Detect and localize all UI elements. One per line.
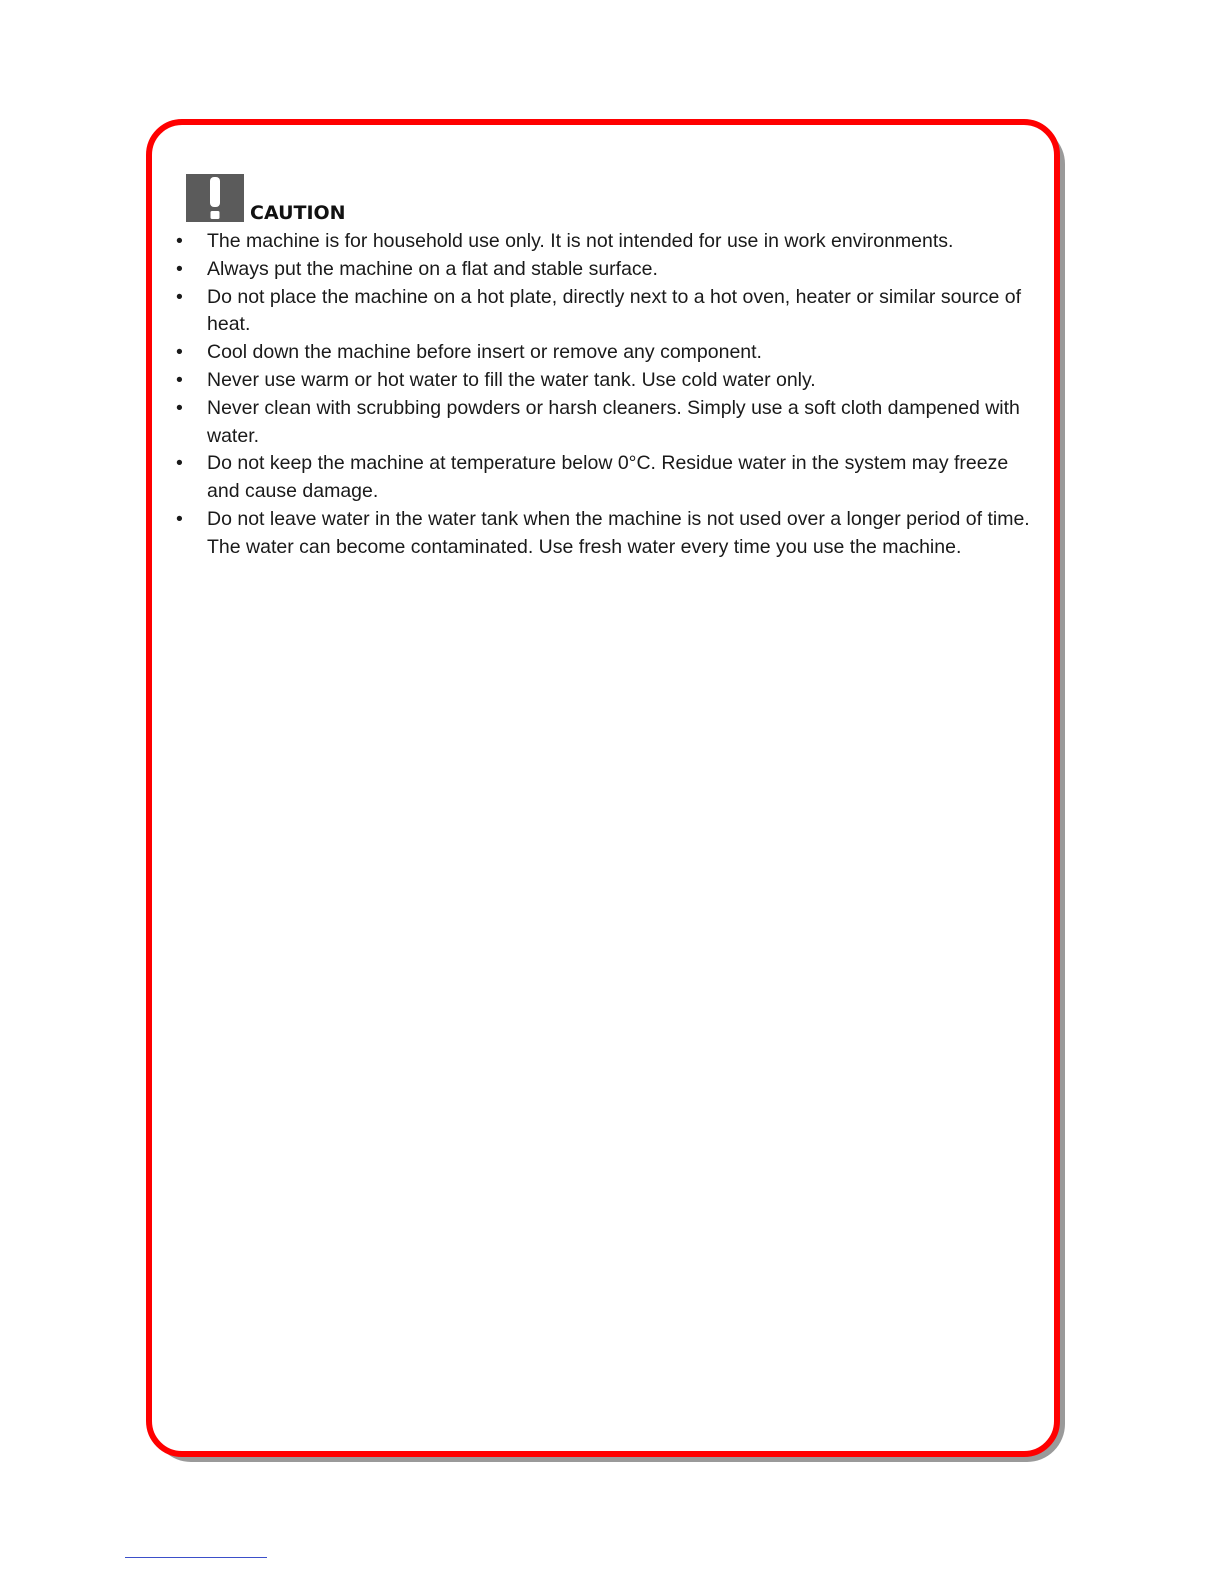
bullet: • <box>176 285 183 308</box>
list-item-text: Always put the machine on a flat and stable surface. <box>207 257 658 280</box>
list-item <box>176 228 1036 256</box>
bullet: • <box>176 341 183 364</box>
list-item <box>176 506 1036 562</box>
bullet: • <box>176 452 183 475</box>
footer-link-underline <box>125 1557 267 1558</box>
list-item <box>176 395 1036 451</box>
bullet: • <box>176 230 183 252</box>
list-item-text: Do not leave water in the water tank when the machine is not used over a longer period of time. The water can become contaminated. Use fresh water every time you use the machine. <box>207 507 1030 558</box>
bullet: • <box>176 396 183 419</box>
list-item <box>176 367 1036 395</box>
caution-list <box>176 228 1036 562</box>
caution-header <box>186 172 346 222</box>
list-item-text: Do not keep the machine at temperature below 0°C. Residue water in the system may freeze and cause damage. <box>207 452 1009 503</box>
list-item-text: Cool down the machine before insert or remove any component. <box>207 341 762 364</box>
list-item-text: The machine is for household use only. It is not intended for use in work environments. <box>207 230 954 252</box>
list-item <box>176 339 1036 367</box>
list-item <box>176 450 1036 506</box>
list-item <box>176 256 1036 284</box>
list-item-text: Never use warm or hot water to fill the water tank. Use cold water only. <box>207 368 816 391</box>
bullet: • <box>176 257 183 280</box>
list-item <box>176 284 1036 340</box>
caution-title: CAUTION <box>250 202 346 224</box>
list-item-text: Never clean with scrubbing powders or harsh cleaners. Simply use a soft cloth dampened with water. <box>207 396 1020 447</box>
bullet: • <box>176 507 183 530</box>
exclamation-icon <box>186 174 244 222</box>
list-item-text: Do not place the machine on a hot plate, directly next to a hot oven, heater or similar source of heat. <box>207 285 1022 336</box>
bullet: • <box>176 368 183 391</box>
